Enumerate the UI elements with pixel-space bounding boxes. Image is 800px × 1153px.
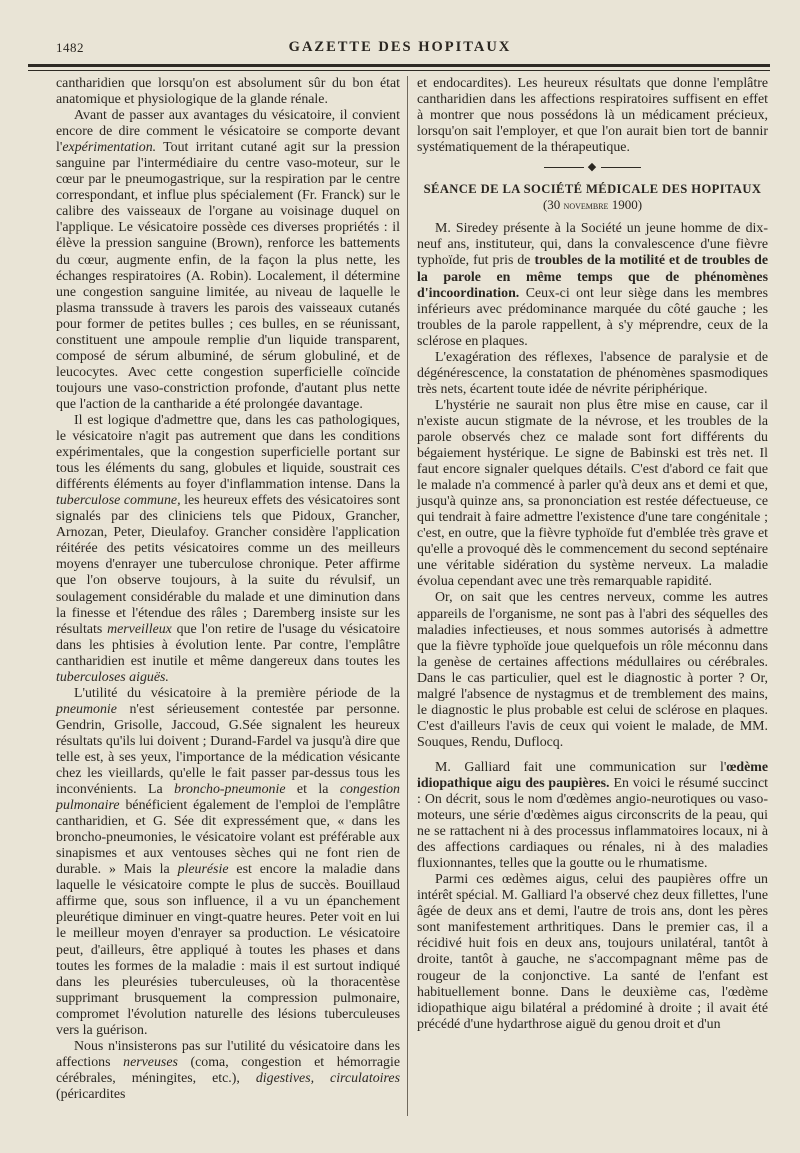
paragraph: M. Galliard fait une communication sur l'œdème idiopathique aigu des paupières. En voici le résumé succinct : On décrit, sous le nom d'œdèmes angio-neurotiques ou vaso-moteurs, une série d'œdèmes aigus circonscrits de la peau, qui ne se rattachent ni à des processus inflammatoires locaux, ni à des affections cardiaques ou rénales, ni à des maladies fluxionnantes, telles que la goutte ou le rhumatisme. [417,759,768,872]
page-number: 1482 [56,40,84,55]
header-rule-thick [28,64,770,67]
paragraph: Avant de passer aux avantages du vésicatoire, il convient encore de dire comment le vésicatoire se comporte devant l'expérimentation. Tout irritant cutané agit sur la pression sanguine par l'intermédiaire du centre vaso-moteur, sur le cœur par le pneumogastrique, sur la respiration par le centre correspondant, et influe plus spécialement (Fr. Franck) sur le calibre des vaisseaux de l'organe au voisinage duquel on l'applique. Le vésicatoire possède ces diverses propriétés : il élève la pression sanguine (Brown), renforce les battements du cœur, augmente enfin, de la façon la plus nette, les échanges respiratoires (A. Robin). Localement, il détermine une congestion sanguine limitée, au niveau de laquelle le plasma transsude à travers les parois des vaisseaux cutanés pour former de petites bulles ; ces bulles, en se réunissant, constituent une ampoule remplie d'un liquide transparent, composé de sérum albuminé, de sérum globuliné, et de leucocytes. Avec cette congestion superficielle coïncide toujours une vaso-constriction profonde, d'autant plus nette que l'action de la cantharide a été prolongée davantage. [56,108,400,412]
section-date: (30 novembre 1900) [542,197,643,213]
ornament-separator: ◆ [417,159,768,175]
paragraph: Nous n'insisterons pas sur l'utilité du vésicatoire dans les affections nerveuses (coma, congestion et hémorragie cérébrales, méningites, etc.), digestives, circulatoires (péricardites [56,1038,400,1102]
header-rule-thin [28,70,770,71]
right-column [417,76,768,1033]
paragraph: L'exagération des réflexes, l'absence de paralysie et de dégénérescence, la constatation de phénomènes spasmodiques très nets, écartent toute idée de névrite périphérique. [417,349,768,397]
paragraph: Il est logique d'admettre que, dans les cas pathologiques, le vésicatoire n'agit pas autrement que dans les conditions expérimentales, que la congestion superficielle portant sur tous les éléments du sang, globules et liquide, soustrait ces différents éléments au foyer d'inflammation intense. Dans la tuberculose commune, les heureux effets des vésicatoires sont signalés par des cliniciens tels que Pidoux, Grancher, Arnozan, Peter, Dieulafoy. Grancher considère l'application réitérée des petits vésicatoires comme un des meilleurs moyens d'enrayer une tuberculose chronique. Peter affirme que l'on observe toujours, à la suite du révulsif, un soulagement considérable du malade et une diminution dans la finesse et l'étendue des râles ; Daremberg insiste sur les résultats merveilleux que l'on retire de l'usage du vésicatoire dans les phtisies à évolution lente. Par contre, l'emplâtre cantharidien est inutile et même dangereux dans toutes les tuberculoses aiguës. [56,412,401,685]
section-title: SÉANCE DE LA SOCIÉTÉ MÉDICALE DES HOPITAUX [423,182,762,197]
paragraph: et endocardites). Les heureux résultats que donne l'emplâtre cantharidien dans les affections respiratoires suffisent en effet à montrer que nous possédons là un médicament précieux, lorsqu'on sait l'employer, et que l'on aurait bien tort de bannir systématiquement de la thérapeutique. [417,76,768,156]
paragraph: Parmi ces œdèmes aigus, celui des paupières offre un intérêt spécial. M. Galliard l'a observé chez deux fillettes, l'une âgée de deux ans et demi, l'autre de trois ans, dont les pères sont manifestement arthritiques. Dans le premier cas, il a récidivé huit fois en deux ans, toujours unilatéral, tantôt à droite, tantôt à gauche, ne s'accompagnant même pas de rougeur de la conjonctive. La santé de l'enfant est habituellement bonne. Dans le deuxième cas, l'œdème idiopathique aigu bilatéral a prédominé à droite ; il avait été précédé d'une hydarthrose aiguë du genou droit et d'un [417,872,768,1032]
paragraph: L'utilité du vésicatoire à la première période de la pneumonie n'est sérieusement contestée par personne. Gendrin, Grisolle, Jaccoud, G.Sée signalent les heureux résultats qu'ils lui doivent ; Durand-Fardel va jusqu'à dire que telle est, à ses yeux, l'importance de la médication vésicante chez les vieillards, qu'elle le fait passer par-dessus tous les inconvénients. La broncho-pneumonie et la congestion pulmonaire bénéficient également de l'emploi de l'emplâtre cantharidien, et G. Sée dit expressément que, « dans les broncho-pneumonies, le vésicatoire volant est préférable aux sinapismes et aux ventouses sèches qui ne font rien de durable. » Mais la pleurésie est encore la maladie dans laquelle le vésicatoire compte le plus de succès. Bouillaud affirme que, sous son influence, il a vu un épanchement pleurétique diminuer en vingt-quatre heures. Peter voit en lui le meilleur moyen d'enrayer sa production. Le vésicatoire peut, d'ailleurs, être appliqué à toutes les phases et dans toutes les formes de la maladie : mais il est surtout indiqué dans les pleurésies tuberculeuses, où la thoracentèse supprimant brusquement la compression pulmonaire, compromet l'évolution naturelle des lésions tuberculeuses vers la guérison. [56,685,400,1038]
paragraph: Or, on sait que les centres nerveux, comme les autres appareils de l'organisme, ne sont pas à l'abri des séquelles des maladies infectieuses, et nous sommes autorisés à admettre que la fièvre typhoïde joue quelquefois un rôle méconnu dans la genèse de certaines affections médullaires ou cérébrales. Dans le cas particulier, quel est le diagnostic à porter ? Or, malgré l'absence de nystagmus et de tremblement des mains, le diagnostic le plus probable est celui de sclérose en plaques. C'est d'ailleurs l'avis de ceux qui voient le malade, de MM. Souques, Rendu, Duflocq. [417,590,768,750]
paragraph: L'hystérie ne saurait non plus être mise en cause, car il n'existe aucun stigmate de la névrose, et les troubles de la parole observés chez ce malade sont fort différents du bégaiement hystérique. Le signe de Babinski est très net. Il faut encore signaler quelques détails. C'est d'abord ce fait que le malade n'a commencé à parler qu'à deux ans et demi et que, jusqu'à quinze ans, sa prononciation est restée défectueuse, ce qui tendrait à faire admettre l'existence d'une tare congénitale ; c'est, en outre, que la fièvre typhoïde fut d'emblée très grave et qu'elle a provoqué dès le commencement du second septénaire une véritable sidération du système nerveux. La maladie évolua cependant avec une très remarquable rapidité. [417,397,768,590]
paragraph: cantharidien que lorsqu'on est absolument sûr du bon état anatomique et physiologique de la glande rénale. [56,76,400,108]
page-header [30,34,770,64]
left-column [56,76,400,1103]
journal-title: GAZETTE DES HOPITAUX [288,39,512,55]
paragraph: M. Siredey présente à la Société un jeune homme de dix-neuf ans, instituteur, qui, dans la convalescence d'une fièvre typhoïde, fut pris de troubles de la motilité et de troubles de la parole en même temps que de phénomènes d'incoordination. Ceux-ci ont leur siège dans les membres inférieurs avec prédominance marquée du côté gauche ; les troubles de la parole rappellent, à s'y méprendre, ceux de la sclérose en plaques. [417,221,768,349]
column-divider [407,76,408,1116]
